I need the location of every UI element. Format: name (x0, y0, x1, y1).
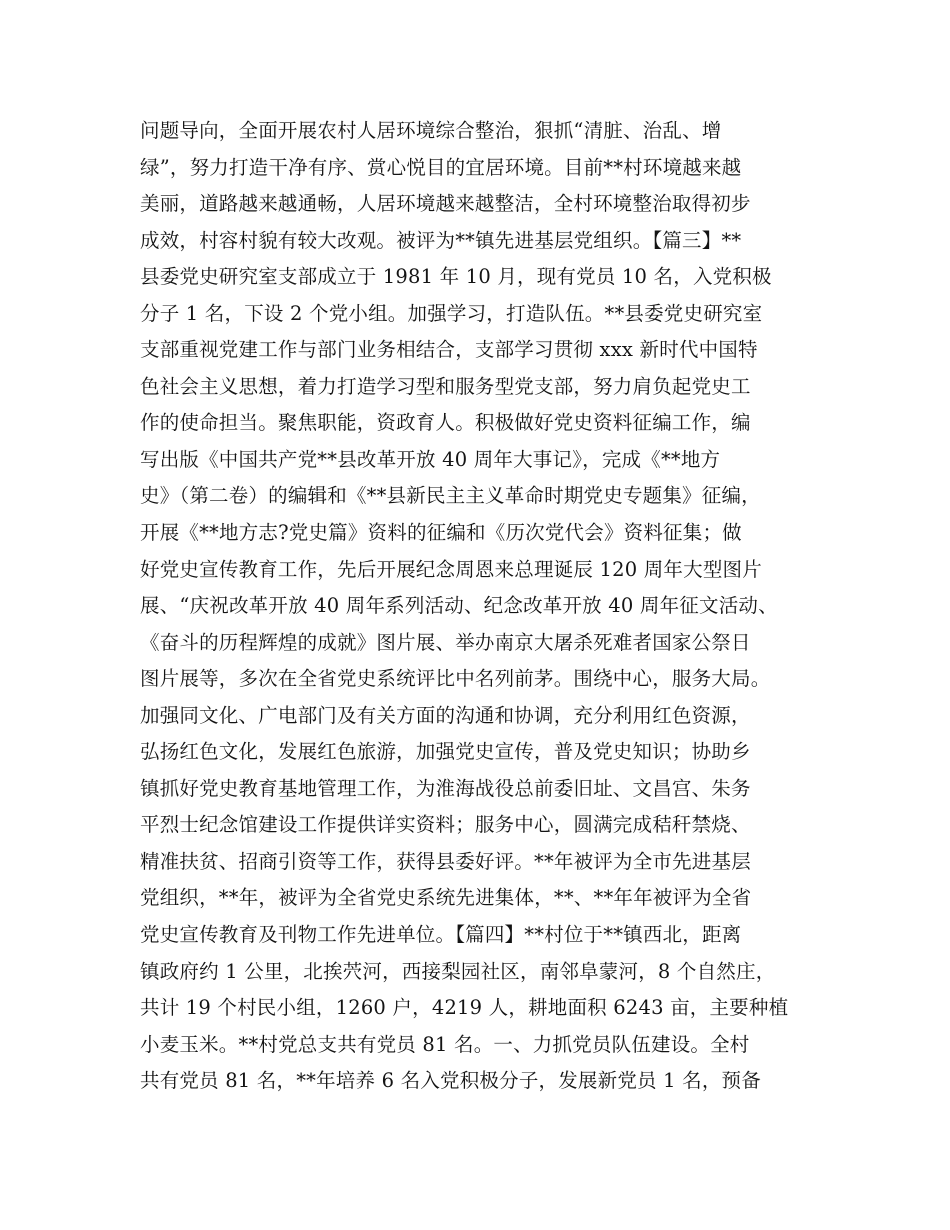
text-line: 共计 19 个村民小组，1260 户，4219 人，耕地面积 6243 亩，主要种植 (140, 996, 789, 1020)
text-line: 图片展等，多次在全省党史系统评比中名列前茅。围绕中心，服务大局。 (140, 667, 771, 691)
text-line: 成效，村容村貌有较大改观。被评为**镇先进基层党组织。【篇三】** (140, 228, 742, 252)
text-line: 美丽，道路越来越通畅，人居环境越来越整洁，全村环境整治取得初步 (140, 192, 751, 216)
text-line: 写出版《中国共产党**县改革开放 40 周年大事记》，完成《**地方 (140, 447, 721, 471)
text-line: 绿”，努力打造干净有序、赏心悦目的宜居环境。目前**村环境越来越 (140, 155, 742, 179)
text-line: 党史宣传教育及刊物工作先进单位。【篇四】**村位于**镇西北，距离 (140, 923, 742, 947)
text-line: 分子 1 名，下设 2 个党小组。加强学习，打造队伍。**县委党史研究室 (140, 301, 763, 325)
text-line: 作的使命担当。聚焦职能，资政育人。积极做好党史资料征编工作，编 (140, 411, 751, 435)
body-text (140, 113, 840, 1100)
text-line: 好党史宣传教育工作，先后开展纪念周恩来总理诞辰 120 周年大型图片 (140, 557, 762, 581)
text-line: 小麦玉米。**村党总支共有党员 81 名。一、力抓党员队伍建设。全村 (140, 1032, 750, 1056)
text-line: 支部重视党建工作与部门业务相结合，支部学习贯彻 xxx 新时代中国特 (140, 338, 758, 362)
text-line: 精准扶贫、招商引资等工作，获得县委好评。**年被评为全市先进基层 (140, 849, 751, 873)
text-line: 问题导向，全面开展农村人居环境综合整治，狠抓“清脏、治乱、增 (140, 119, 722, 142)
text-line: 党组织，**年，被评为全省党史系统先进集体，**、**年年被评为全省 (140, 886, 752, 910)
text-line: 县委党史研究室支部成立于 1981 年 10 月，现有党员 10 名，入党积极 (140, 265, 772, 289)
text-line: 镇政府约 1 公里，北挨茓河，西接梨园社区，南邻阜蒙河，8 个自然庄， (140, 959, 776, 983)
text-line: 加强同文化、广电部门及有关方面的沟通和协调，充分利用红色资源， (140, 703, 751, 727)
text-line: 平烈士纪念馆建设工作提供详实资料；服务中心，圆满完成秸秆禁烧、 (140, 813, 751, 837)
text-line: 共有党员 81 名，**年培养 6 名入党积极分子，发展新党员 1 名，预备 (140, 1069, 761, 1093)
text-line: 色社会主义思想，着力打造学习型和服务型党支部，努力肩负起党史工 (140, 374, 751, 398)
text-line: 《奋斗的历程辉煌的成就》图片展、举办南京大屠杀死难者国家公祭日 (140, 630, 751, 654)
text-line: 弘扬红色文化，发展红色旅游，加强党史宣传，普及党史知识；协助乡 (140, 740, 751, 764)
text-line: 开展《**地方志?党史篇》资料的征编和《历次党代会》资料征集；做 (140, 521, 742, 545)
text-line: 史》（第二卷）的编辑和《**县新民主主义革命时期党史专题集》征编， (140, 484, 761, 508)
text-line: 镇抓好党史教育基地管理工作，为淮海战役总前委旧址、文昌宫、朱务 (140, 776, 751, 800)
text-line: 展、“庆祝改革开放 40 周年系列活动、纪念改革开放 40 周年征文活动、 (140, 594, 778, 618)
